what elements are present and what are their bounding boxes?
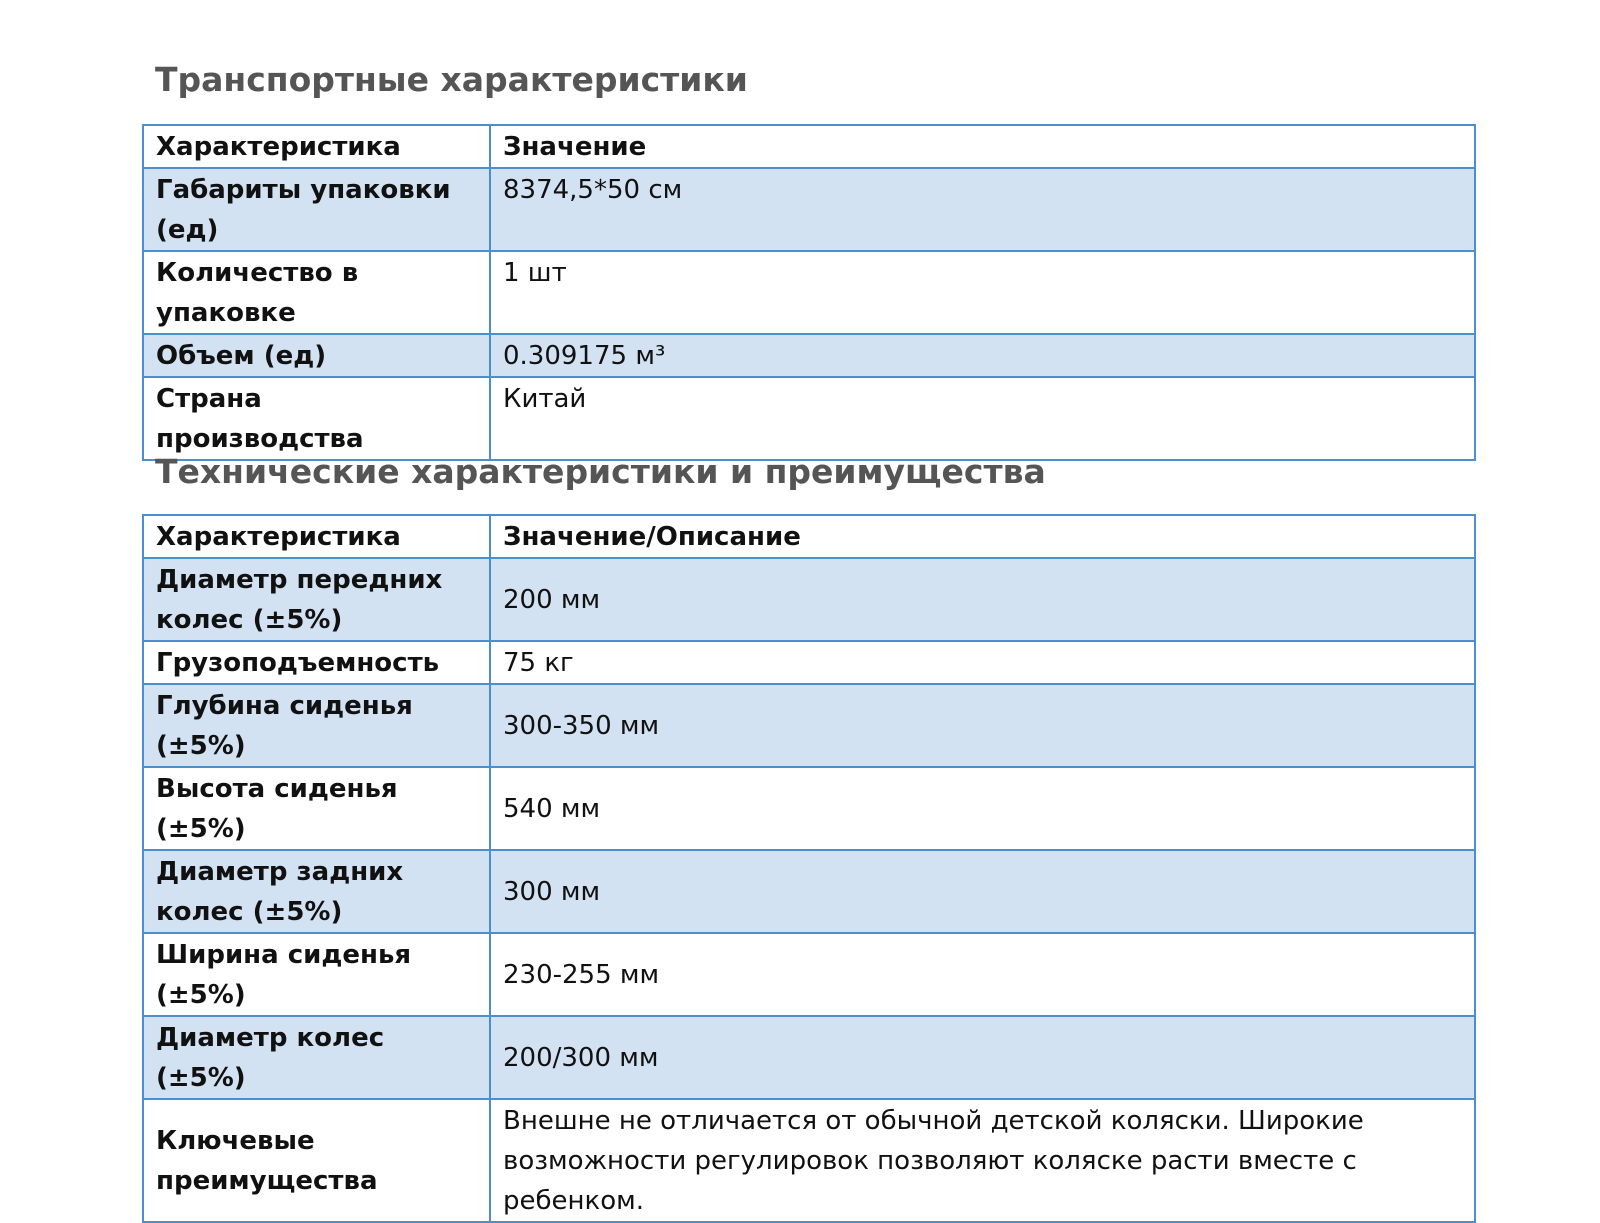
table-header-row xyxy=(143,515,1475,558)
row-value-cell: Внешне не отличается от обычной детской коляски. Широкие возможности регулировок позволяют коляске расти вместе с ребенком. xyxy=(490,1099,1475,1222)
row-key-cell: Количество в упаковке xyxy=(143,251,490,334)
table-row xyxy=(143,1099,1475,1222)
table-row xyxy=(143,334,1475,377)
row-key-cell: Габариты упаковки (ед) xyxy=(143,168,490,251)
row-value-cell: 300-350 мм xyxy=(490,684,1475,767)
row-value-cell: 1 шт xyxy=(490,251,1475,334)
row-key-cell: Высота сиденья (±5%) xyxy=(143,767,490,850)
row-key-cell: Глубина сиденья (±5%) xyxy=(143,684,490,767)
row-key-cell: Ширина сиденья (±5%) xyxy=(143,933,490,1016)
row-key-cell: Грузоподъемность xyxy=(143,641,490,684)
table-row xyxy=(143,933,1475,1016)
header-key-cell: Характеристика xyxy=(143,125,490,168)
row-value-cell: 8374,5*50 см xyxy=(490,168,1475,251)
row-value-cell: 200 мм xyxy=(490,558,1475,641)
row-key-cell: Страна производства xyxy=(143,377,490,460)
header-value-cell: Значение xyxy=(490,125,1475,168)
row-key-cell: Диаметр задних колес (±5%) xyxy=(143,850,490,933)
row-value-cell: 0.309175 м³ xyxy=(490,334,1475,377)
technical-table xyxy=(142,514,1476,1223)
table-row xyxy=(143,168,1475,251)
transport-section-title: Транспортные характеристики xyxy=(155,60,748,99)
header-key-cell: Характеристика xyxy=(143,515,490,558)
row-value-cell: 75 кг xyxy=(490,641,1475,684)
row-key-cell: Ключевые преимущества xyxy=(143,1099,490,1222)
row-key-cell: Диаметр колес (±5%) xyxy=(143,1016,490,1099)
table-row xyxy=(143,767,1475,850)
row-key-cell: Объем (ед) xyxy=(143,334,490,377)
row-value-cell: 300 мм xyxy=(490,850,1475,933)
row-value-cell: 540 мм xyxy=(490,767,1475,850)
transport-table xyxy=(142,124,1476,461)
row-value-cell: Китай xyxy=(490,377,1475,460)
table-header-row xyxy=(143,125,1475,168)
table-row xyxy=(143,684,1475,767)
table-row xyxy=(143,1016,1475,1099)
table-row xyxy=(143,850,1475,933)
table-row xyxy=(143,251,1475,334)
row-value-cell: 230-255 мм xyxy=(490,933,1475,1016)
table-row xyxy=(143,641,1475,684)
header-value-cell: Значение/Описание xyxy=(490,515,1475,558)
table-row xyxy=(143,377,1475,460)
technical-section-title: Технические характеристики и преимущества xyxy=(155,452,1046,491)
table-row xyxy=(143,558,1475,641)
row-key-cell: Диаметр передних колес (±5%) xyxy=(143,558,490,641)
row-value-cell: 200/300 мм xyxy=(490,1016,1475,1099)
